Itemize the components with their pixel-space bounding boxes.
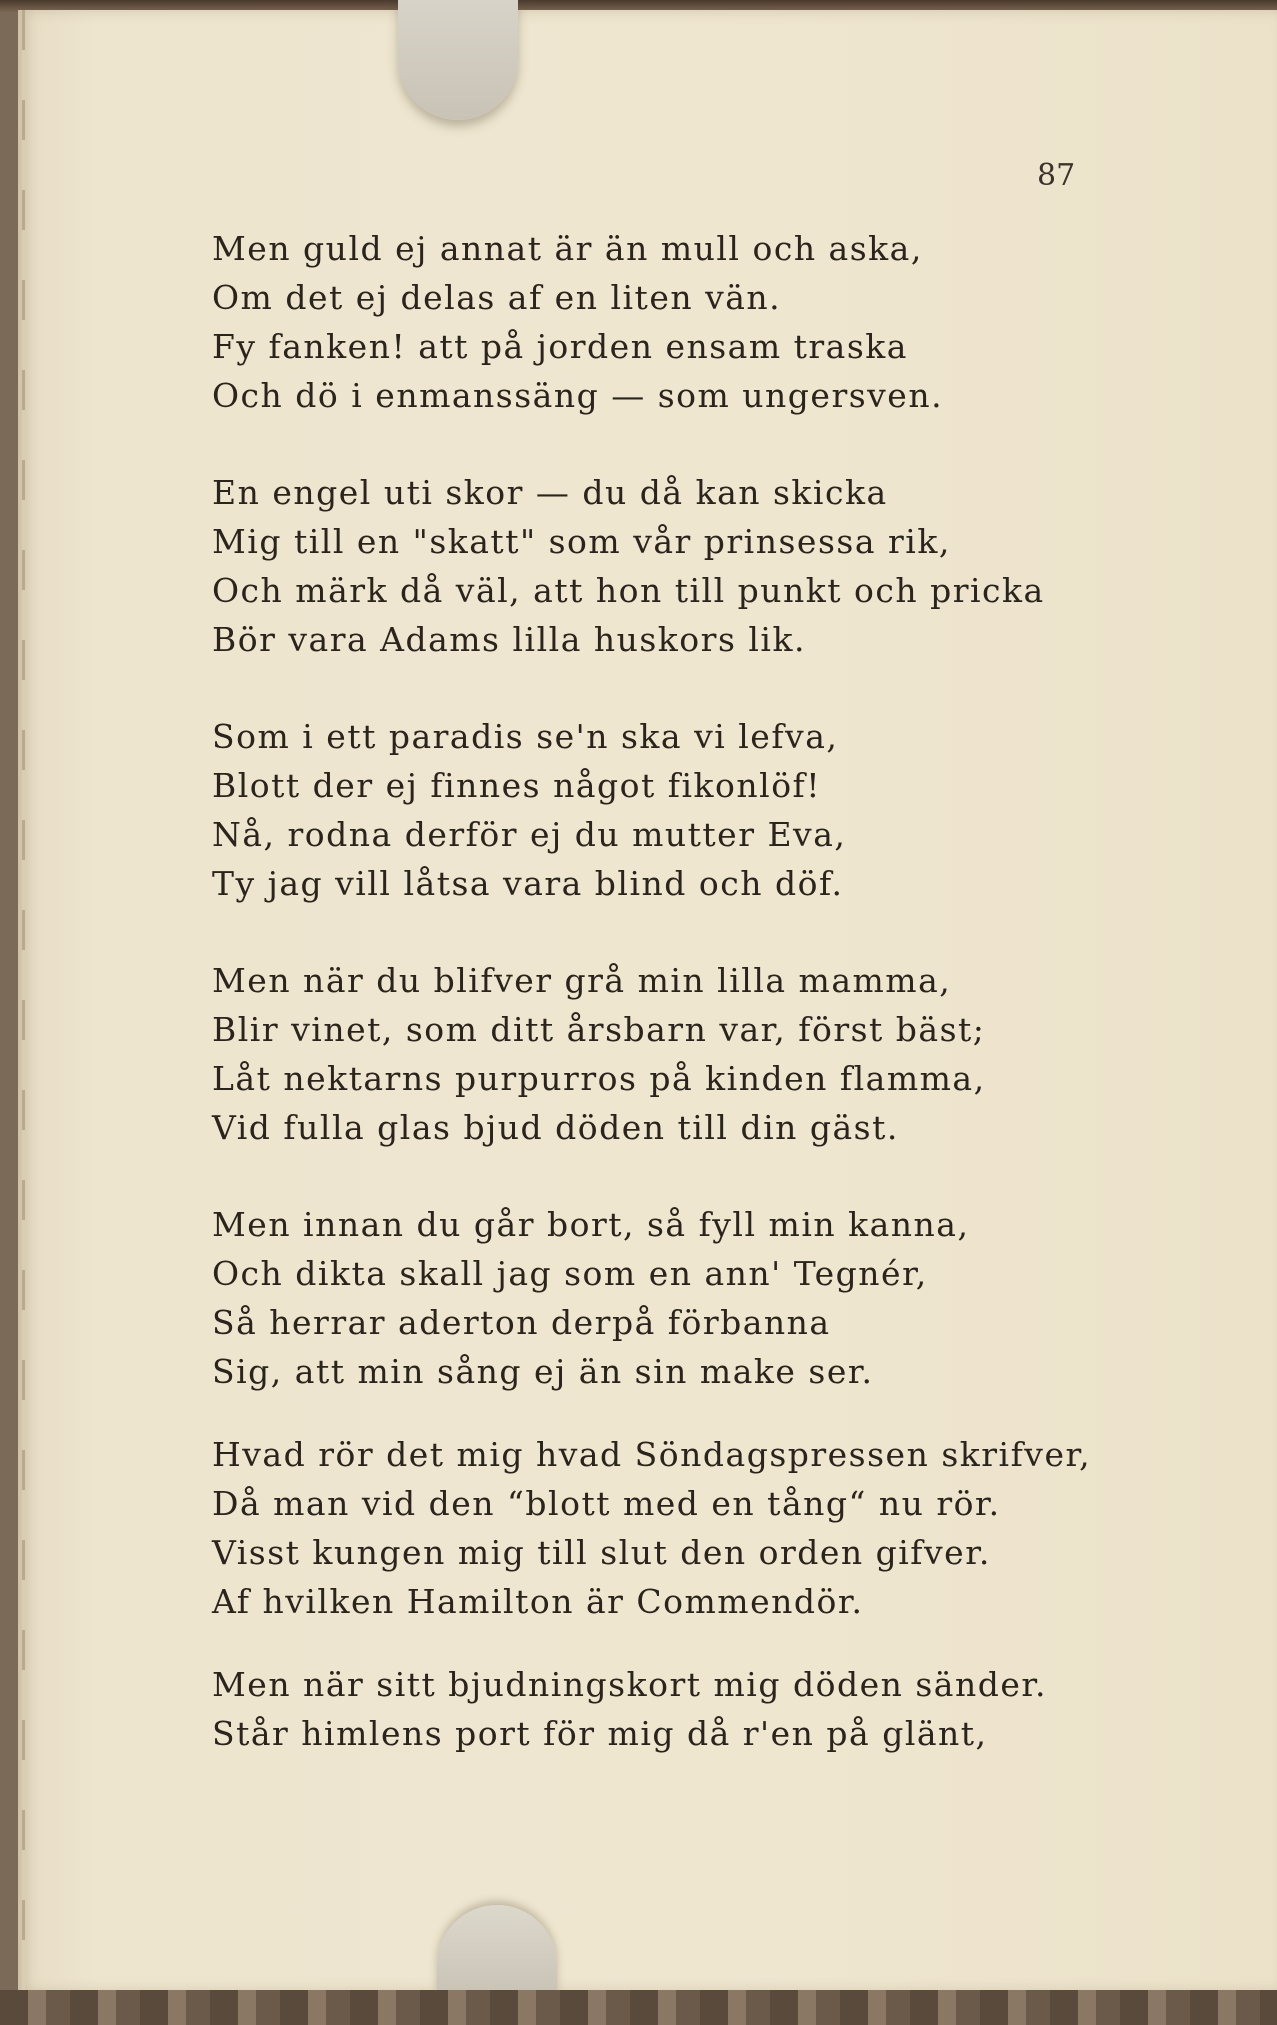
poem-line: Visst kungen mig till slut den orden gifver. [212,1533,991,1572]
stanza [212,1430,1112,1626]
poem-line: Står himlens port för mig då r'en på glänt, [212,1714,988,1753]
poem-line: Af hvilken Hamilton är Commendör. [212,1582,864,1621]
poem-line: Sig, att min sång ej än sin make ser. [212,1352,874,1391]
poem-line: Men innan du går bort, så fyll min kanna, [212,1205,970,1244]
poem-line: Hvad rör det mig hvad Söndagspressen skrifver, [212,1435,1092,1474]
stanza [212,1660,1112,1758]
poem-line: En engel uti skor — du då kan skicka [212,473,888,512]
poem [212,224,1112,1806]
stanza [212,468,1112,664]
top-clip [398,0,518,120]
stanza [212,1200,1112,1396]
page-gutter [22,10,25,1992]
book-bottom-edge [0,1990,1277,2025]
poem-line: Och dö i enmanssäng — som ungersven. [212,376,944,415]
poem-line: Men när du blifver grå min lilla mamma, [212,961,952,1000]
stanza [212,224,1112,420]
poem-line: Nå, rodna derför ej du mutter Eva, [212,815,847,854]
poem-line: Men när sitt bjudningskort mig döden sänder. [212,1665,1048,1704]
poem-line: Bör vara Adams lilla huskors lik. [212,620,806,659]
poem-line: Låt nektarns purpurros på kinden flamma, [212,1059,986,1098]
poem-line: Ty jag vill låtsa vara blind och döf. [212,864,844,903]
poem-line: Fy fanken! att på jorden ensam traska [212,327,908,366]
poem-line: Vid fulla glas bjud döden till din gäst. [212,1108,899,1147]
stanza [212,712,1112,908]
poem-line: Mig till en "skatt" som vår prinsessa rik, [212,522,951,561]
poem-line: Men guld ej annat är än mull och aska, [212,229,923,268]
poem-line: Om det ej delas af en liten vän. [212,278,782,317]
page-number: 87 [1037,158,1076,193]
poem-line: Blir vinet, som ditt årsbarn var, först bäst; [212,1010,986,1049]
poem-line: Då man vid den “blott med en tång“ nu rör. [212,1484,1001,1523]
poem-line: Så herrar aderton derpå förbanna [212,1303,831,1342]
stanza [212,956,1112,1152]
poem-line: Och dikta skall jag som en ann' Tegnér, [212,1254,928,1293]
poem-line: Och märk då väl, att hon till punkt och pricka [212,571,1045,610]
poem-line: Som i ett paradis se'n ska vi lefva, [212,717,839,756]
poem-line: Blott der ej finnes något fikonlöf! [212,766,822,805]
